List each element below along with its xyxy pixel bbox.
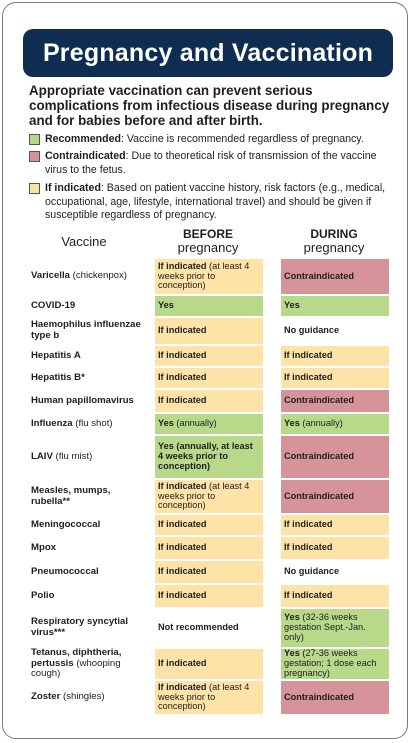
during-status: Contraindicated [284, 270, 354, 281]
table-row [29, 561, 389, 583]
during-status: No guidance [284, 325, 340, 336]
vaccine-name [31, 259, 149, 294]
vaccine-name [31, 681, 149, 714]
vaccine-name-bold: LAIV [31, 450, 53, 462]
vaccine-name-bold: Mpox [31, 541, 57, 553]
vaccine-name-bold: Polio [31, 589, 55, 601]
before-pregnancy-cell [155, 561, 263, 583]
during-note: (27-36 weeks gestation; 1 dose each pregnancy) [284, 648, 377, 678]
vaccine-name [31, 296, 149, 316]
during-pregnancy-cell [281, 681, 389, 714]
before-status: If indicated [158, 372, 207, 383]
during-status: Yes [284, 648, 300, 659]
table-row [29, 259, 389, 294]
before-pregnancy-cell [155, 585, 263, 607]
vaccination-card [2, 2, 408, 739]
legend-text: : Based on patient vaccine history, risk factors (e.g., medical, occupational, age, lifestyle, international travel) and should be given if susceptible regardless of pregnancy. [45, 182, 386, 222]
before-status: If indicated [158, 395, 207, 406]
vaccine-name-bold: Human papillomavirus [31, 394, 134, 406]
table-row [29, 368, 389, 388]
during-status: Yes [284, 418, 300, 429]
before-pregnancy-cell [155, 480, 263, 513]
vaccine-name-note: (chickenpox) [69, 270, 128, 282]
vaccine-name-bold: Pneumococcal [31, 565, 99, 577]
during-pregnancy-cell [281, 296, 389, 316]
during-pregnancy-cell [281, 436, 389, 478]
intro-text: Appropriate vaccination can prevent serious complications from infectious disease during pregnancy and for babies before and after birth. [29, 83, 390, 128]
during-status: No guidance [284, 566, 340, 577]
table-row [29, 585, 389, 607]
page-title: Pregnancy and Vaccination [23, 29, 393, 77]
table-row [29, 609, 389, 647]
during-note: (32-36 weeks gestation Sept.-Jan. only) [284, 612, 366, 642]
vaccine-name [31, 346, 149, 366]
header-before-line2: pregnancy [177, 240, 239, 255]
during-status: Contraindicated [284, 395, 354, 406]
vaccine-name [31, 537, 149, 559]
vaccine-name [31, 414, 149, 434]
before-status: If indicated [158, 519, 207, 530]
table-row [29, 649, 389, 679]
vaccine-name [31, 436, 149, 478]
vaccine-name-note: (flu shot) [72, 417, 113, 429]
vaccine-name-bold: Varicella [31, 270, 70, 282]
vaccine-name-bold: Measles, mumps, rubella** [31, 484, 111, 507]
during-note: (annually) [299, 418, 343, 429]
vaccine-name [31, 480, 149, 513]
contraindicated-swatch [29, 151, 40, 162]
before-pregnancy-cell [155, 609, 263, 647]
during-status: If indicated [284, 372, 333, 383]
before-pregnancy-cell [155, 681, 263, 714]
before-pregnancy-cell [155, 414, 263, 434]
vaccine-name-bold: Influenza [31, 417, 73, 429]
during-pregnancy-cell [281, 515, 389, 535]
during-pregnancy-cell [281, 368, 389, 388]
during-status: If indicated [284, 590, 333, 601]
vaccine-name [31, 609, 149, 647]
before-pregnancy-cell [155, 390, 263, 412]
table-row [29, 681, 389, 714]
before-status: If indicated [158, 681, 207, 692]
during-pregnancy-cell [281, 537, 389, 559]
before-pregnancy-cell [155, 346, 263, 366]
vaccine-name-bold: COVID-19 [31, 299, 76, 311]
during-status: Contraindicated [284, 451, 354, 462]
before-status: Yes [158, 418, 174, 429]
vaccine-name-note: (shingles) [60, 691, 105, 703]
before-pregnancy-cell [155, 537, 263, 559]
table-row [29, 436, 389, 478]
before-pregnancy-cell [155, 296, 263, 316]
if-indicated-swatch [29, 183, 40, 194]
before-status: Yes [158, 300, 174, 311]
vaccine-name [31, 368, 149, 388]
before-pregnancy-cell [155, 259, 263, 294]
during-pregnancy-cell [281, 346, 389, 366]
vaccine-name-bold: Respiratory syncytial virus*** [31, 616, 129, 638]
before-status: If indicated [158, 658, 207, 669]
before-status: If indicated [158, 566, 207, 577]
during-pregnancy-cell [281, 318, 389, 344]
during-status: Contraindicated [284, 691, 354, 702]
legend-label: Contraindicated [45, 150, 126, 162]
header-vaccine: Vaccine [61, 234, 107, 249]
header-during-line1: DURING [310, 227, 358, 241]
during-status: If indicated [284, 519, 333, 530]
vaccine-name [31, 649, 149, 679]
vaccine-name-note: (whooping cough) [31, 657, 121, 680]
before-note: (at least 4 weeks prior to conception) [158, 260, 250, 291]
header-before-line1: BEFORE [182, 227, 233, 241]
header-before [153, 227, 263, 255]
table-row [29, 515, 389, 535]
legend-text: : Due to theoretical risk of transmission of the vaccine virus to the fetus. [45, 150, 377, 176]
table-row [29, 537, 389, 559]
during-pregnancy-cell [281, 259, 389, 294]
vaccine-name [31, 318, 149, 344]
during-status: Contraindicated [284, 490, 354, 501]
during-pregnancy-cell [281, 390, 389, 412]
during-pregnancy-cell [281, 649, 389, 679]
table-row [29, 346, 389, 366]
table-row [29, 480, 389, 513]
table-row [29, 414, 389, 434]
legend-label: Recommended [45, 133, 121, 145]
vaccine-name-bold: Hepatitis B* [31, 371, 85, 383]
before-note: (at least 4 weeks prior to conception) [158, 681, 250, 712]
before-pregnancy-cell [155, 515, 263, 535]
before-status: If indicated [158, 590, 207, 601]
vaccine-name-note: (flu mist) [52, 450, 93, 462]
header-during-line2: pregnancy [303, 240, 365, 255]
vaccine-name [31, 585, 149, 607]
legend-text: : Vaccine is recommended regardless of pregnancy. [120, 133, 364, 145]
recommended-swatch [29, 134, 40, 145]
before-note: (annually) [173, 418, 217, 429]
during-status: If indicated [284, 350, 333, 361]
before-status: If indicated [158, 260, 207, 271]
vaccine-name-bold: Meningococcal [31, 518, 101, 530]
during-status: Yes [284, 300, 300, 311]
table-row [29, 390, 389, 412]
before-status: If indicated [158, 542, 207, 553]
vaccine-name [31, 561, 149, 583]
vaccine-name-bold: Zoster [31, 691, 61, 703]
header-during [279, 227, 389, 255]
legend-label: If indicated [45, 182, 101, 194]
during-pregnancy-cell [281, 414, 389, 434]
before-pregnancy-cell [155, 318, 263, 344]
vaccine-name-bold: Tetanus, diphtheria, pertussis [31, 647, 122, 669]
vaccine-name [31, 515, 149, 535]
during-pregnancy-cell [281, 561, 389, 583]
before-pregnancy-cell [155, 649, 263, 679]
during-pregnancy-cell [281, 480, 389, 513]
during-status: If indicated [284, 542, 333, 553]
before-status: Not recommended [158, 622, 239, 633]
before-pregnancy-cell [155, 368, 263, 388]
before-status: If indicated [158, 325, 207, 336]
during-pregnancy-cell [281, 585, 389, 607]
table-row [29, 296, 389, 316]
during-pregnancy-cell [281, 609, 389, 647]
before-status: Yes (annually, at least 4 weeks prior to conception) [158, 441, 253, 471]
vaccine-name [31, 390, 149, 412]
before-note: (at least 4 weeks prior to conception) [158, 480, 250, 511]
before-status: If indicated [158, 480, 207, 491]
during-status: Yes [284, 612, 300, 623]
table-row [29, 318, 389, 344]
vaccine-name-bold: Hepatitis A [31, 349, 81, 361]
before-status: If indicated [158, 350, 207, 361]
vaccine-name-bold: Haemophilus influenzae type b [31, 319, 141, 341]
before-pregnancy-cell [155, 436, 263, 478]
